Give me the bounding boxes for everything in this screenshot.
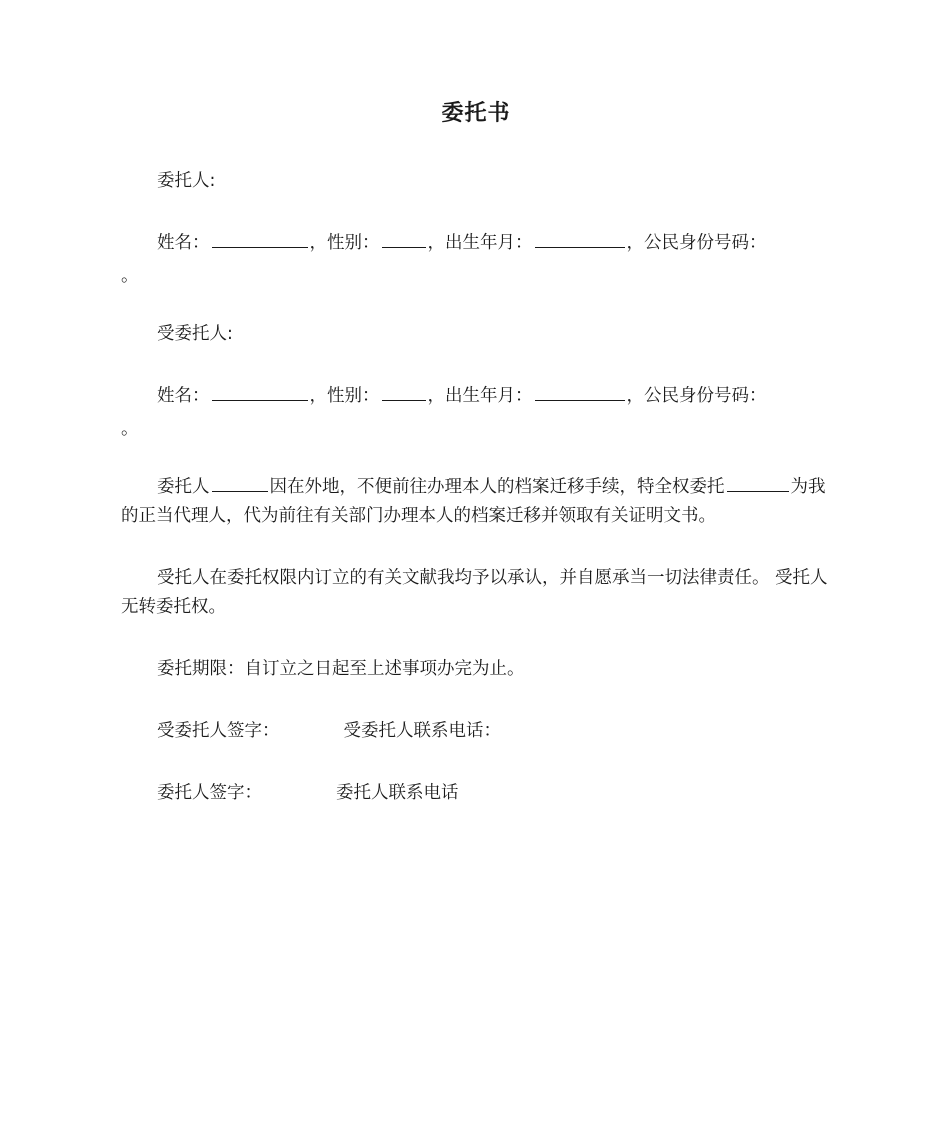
authorization-part2: 因在外地，不便前往办理本人的档案迁移手续，特全权委托 <box>269 477 725 497</box>
agent-signature-line <box>157 717 501 746</box>
principal-gender-blank <box>382 229 426 248</box>
agent-birth-label: ，出生年月： <box>427 386 533 406</box>
agent-name-inline-blank <box>727 473 789 492</box>
principal-heading: 委托人: <box>157 171 216 191</box>
agent-birth-blank <box>535 382 625 401</box>
agent-id-label: ，公民身份号码： <box>626 386 767 406</box>
principal-id-label: ，公民身份号码： <box>626 233 767 253</box>
agent-phone-label: 受委托人联系电话： <box>343 721 501 741</box>
principal-phone-label: 委托人联系电话 <box>336 783 459 803</box>
principal-signature-line <box>157 779 459 808</box>
principal-fields-line <box>157 229 767 258</box>
principal-birth-label: ，出生年月： <box>427 233 533 253</box>
agent-gender-label: ，性别： <box>309 386 380 406</box>
authorization-paragraph <box>121 473 831 531</box>
principal-birth-blank <box>535 229 625 248</box>
acknowledgement-paragraph: 受托人在委托权限内订立的有关文献我均予以承认，并自愿承当一切法律责任。 受托人无转委托权。 <box>121 568 828 617</box>
agent-signature-label: 受委托人签字： <box>157 721 280 741</box>
agent-name-label: 姓名： <box>157 386 210 406</box>
term-line: 委托期限：自订立之日起至上述事项办完为止。 <box>157 659 525 679</box>
agent-heading: 受委托人: <box>157 324 233 344</box>
principal-end-mark: 。 <box>121 266 139 286</box>
agent-end-mark: 。 <box>121 419 139 439</box>
agent-name-blank <box>212 382 308 401</box>
principal-signature-label: 委托人签字： <box>157 783 262 803</box>
principal-name-inline-blank <box>212 473 268 492</box>
authorization-part3: 为我的正当代理人，代为前往有关部门办理本人的档案迁移并领取有关证明文书。 <box>121 477 826 526</box>
principal-name-label: 姓名： <box>157 233 210 253</box>
principal-gender-label: ，性别： <box>309 233 380 253</box>
document-title: 委托书 <box>441 101 511 126</box>
principal-name-blank <box>212 229 308 248</box>
agent-gender-blank <box>382 382 426 401</box>
agent-fields-line <box>157 382 767 411</box>
authorization-part1: 委托人 <box>157 477 210 497</box>
